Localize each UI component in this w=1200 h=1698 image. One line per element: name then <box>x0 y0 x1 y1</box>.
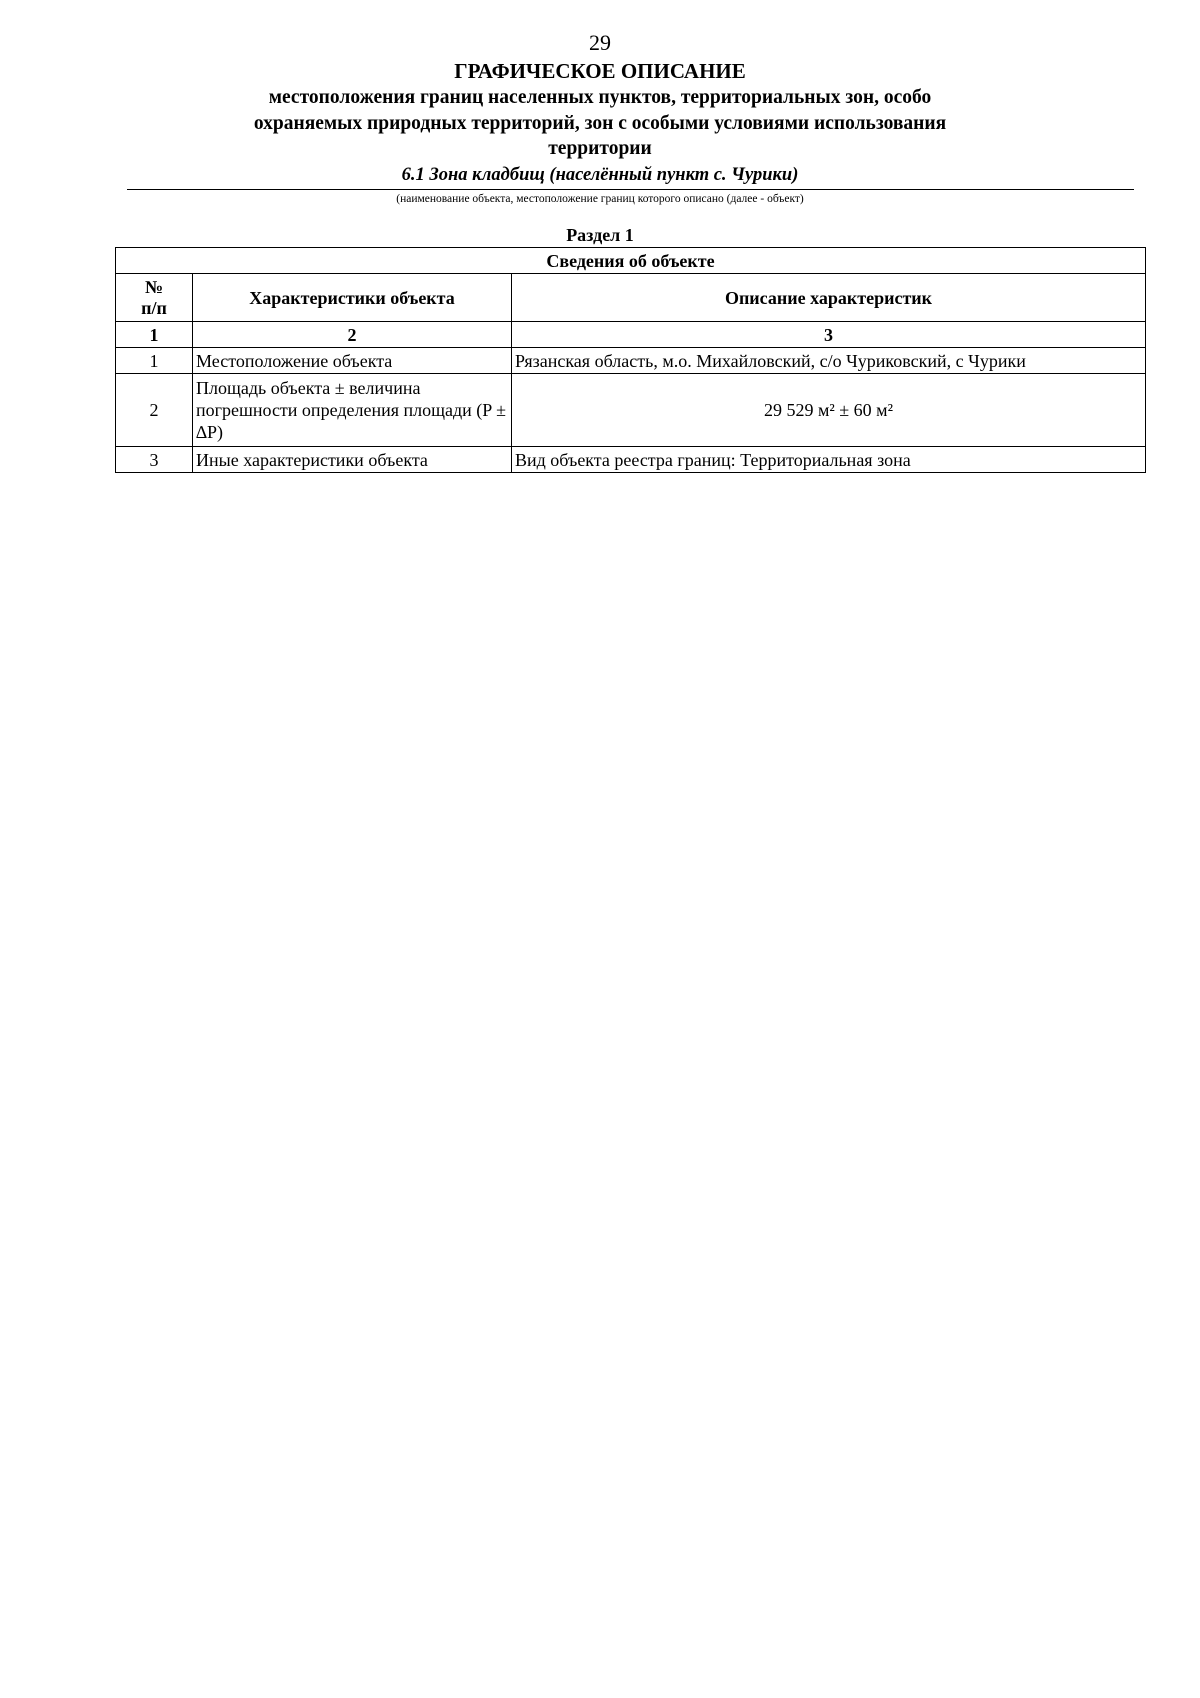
object-name: 6.1 Зона кладбищ (населённый пункт с. Чурики) <box>401 165 799 185</box>
column-index-row <box>116 322 1146 348</box>
row-num: 1 <box>116 348 193 374</box>
table-row <box>116 374 1146 447</box>
row-characteristic: Местоположение объекта <box>193 348 512 374</box>
header-num <box>116 274 193 322</box>
table-caption-row <box>116 248 1146 274</box>
page-number: 29 <box>589 30 611 55</box>
object-name-underline <box>127 189 1134 190</box>
table-caption: Сведения об объекте <box>116 248 1146 274</box>
header-num-line2: п/п <box>141 297 167 318</box>
header-num-line1: № <box>144 276 164 297</box>
object-name-caption: (наименование объекта, местоположение границ которого описано (далее - объект) <box>396 193 804 205</box>
column-index: 3 <box>512 322 1146 348</box>
row-description: 29 529 м² ± 60 м² <box>512 374 1146 447</box>
object-info-table <box>115 247 1146 473</box>
column-index: 2 <box>193 322 512 348</box>
row-num: 3 <box>116 447 193 473</box>
row-characteristic: Иные характеристики объекта <box>193 447 512 473</box>
document-title: ГРАФИЧЕСКОЕ ОПИСАНИЕ <box>454 59 746 83</box>
header-description: Описание характеристик <box>512 274 1146 322</box>
table-header-row <box>116 274 1146 322</box>
row-description: Рязанская область, м.о. Михайловский, с/о Чуриковский, с Чурики <box>512 348 1146 374</box>
document-subtitle: местоположения границ населенных пунктов, территориальных зон, особо охраняемых природных территорий, зон с особыми условиями использования территории <box>253 87 947 159</box>
table-row <box>116 348 1146 374</box>
row-description: Вид объекта реестра границ: Территориальная зона <box>512 447 1146 473</box>
section-title: Раздел 1 <box>566 225 634 245</box>
column-index: 1 <box>116 322 193 348</box>
table-row <box>116 447 1146 473</box>
header-characteristics: Характеристики объекта <box>193 274 512 322</box>
row-num: 2 <box>116 374 193 447</box>
row-characteristic: Площадь объекта ± величина погрешности определения площади (P ± ∆P) <box>193 374 512 447</box>
